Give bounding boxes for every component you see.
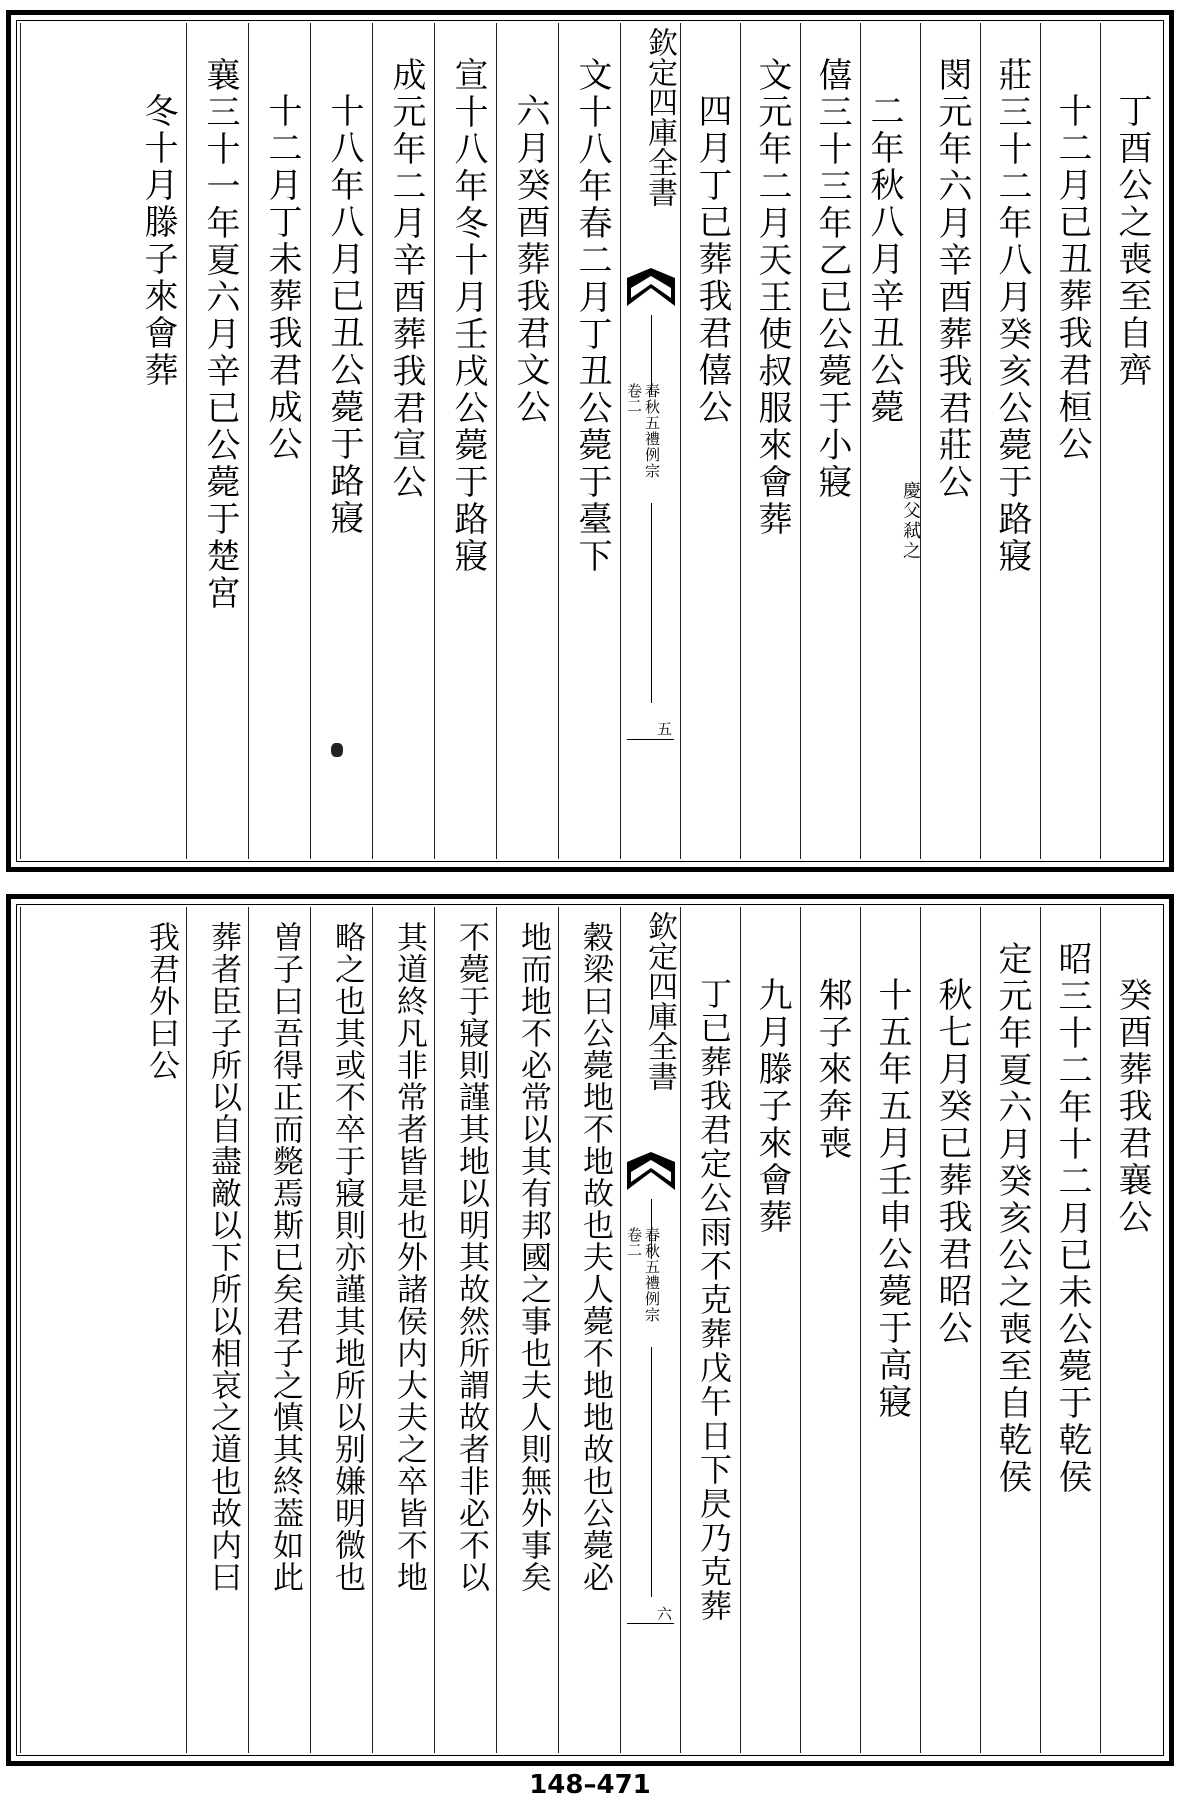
bottom-col-14 (248, 907, 310, 1753)
text-column: 文元年二月天王使叔服來會葬 (752, 57, 792, 538)
top-col-4 (920, 23, 980, 859)
text-column: 地而地不必常以其有邦國之事也夫人則無外事矣 (515, 921, 551, 1593)
bottom-center-banner (620, 907, 680, 1753)
bottom-page (6, 894, 1174, 1766)
banner-page-number: 六 (656, 1605, 672, 1623)
top-col-7 (740, 23, 800, 859)
banner-book-title: 春秋五禮例宗 (643, 383, 661, 479)
top-col-2 (1040, 23, 1100, 859)
top-page (6, 10, 1174, 872)
text-column: 其道終凡非常者皆是也外諸侯内大夫之卒皆不地 (391, 921, 427, 1593)
bottom-col-12 (372, 907, 434, 1753)
text-column: 冬十月滕子來會葬 (138, 93, 178, 389)
top-col-3 (980, 23, 1040, 859)
text-column: 丁酉公之喪至自齊 (1112, 93, 1152, 389)
bottom-col-7 (740, 907, 800, 1753)
banner-rule (651, 503, 652, 703)
bottom-col-11 (434, 907, 496, 1753)
text-column: 襄三十一年夏六月辛已公薨于楚宮 (200, 57, 240, 612)
top-col-15 (186, 23, 248, 859)
top-col-14 (248, 23, 310, 859)
text-column: 六月癸酉葬我君文公 (510, 93, 550, 426)
text-column: 四月丁已葬我君僖公 (692, 93, 732, 426)
text-column: 癸酉葬我君襄公 (1112, 977, 1152, 1236)
top-col-10 (496, 23, 558, 859)
ink-spot (331, 743, 343, 757)
text-column: 莊三十二年八月癸亥公薨于路寢 (992, 57, 1032, 575)
text-column: 秋七月癸已葬我君昭公 (932, 977, 972, 1347)
top-col-6 (800, 23, 860, 859)
banner-page-number: 五 (656, 720, 672, 738)
text-column: 十八年八月已丑公薨于路寢 (324, 93, 364, 537)
banner-hr (627, 739, 674, 740)
text-column: 昭三十二年十二月已未公薨于乾侯 (1052, 941, 1092, 1496)
fish-tail-mark-icon (627, 268, 675, 308)
bottom-col-8 (680, 907, 740, 1753)
banner-title: 欽定四庫全書 (642, 27, 677, 207)
text-column: 曽子曰吾得正而斃焉斯已矣君子之慎其終葢如此 (267, 921, 303, 1593)
top-col-1 (1100, 23, 1160, 859)
bottom-col-6 (800, 907, 860, 1753)
bottom-col-13 (310, 907, 372, 1753)
banner-book-title: 春秋五禮例宗 (643, 1227, 661, 1323)
top-center-banner (620, 23, 680, 859)
banner-title: 欽定四庫全書 (642, 911, 677, 1091)
text-column: 邾子來奔喪 (812, 977, 852, 1162)
bottom-col-2 (1040, 907, 1100, 1753)
top-col-11 (434, 23, 496, 859)
bottom-col-3 (980, 907, 1040, 1753)
bottom-col-10 (496, 907, 558, 1753)
top-col-12 (372, 23, 434, 859)
bottom-col-1 (1100, 907, 1160, 1753)
top-col-16 (20, 23, 186, 859)
bottom-col-4 (920, 907, 980, 1753)
text-column: 九月滕子來會葬 (752, 977, 792, 1236)
top-col-5 (860, 23, 920, 859)
top-col-9 (558, 23, 620, 859)
text-column: 閔元年六月辛酉葬我君莊公 (932, 57, 972, 501)
text-column: 宣十八年冬十月壬戌公薨于路寢 (448, 57, 488, 575)
banner-volume: 卷二 (625, 383, 643, 413)
text-column: 不薨于寢則謹其地以明其故然所謂故者非必不以 (453, 921, 489, 1593)
fish-tail-mark-icon (627, 1152, 675, 1192)
bottom-col-5 (860, 907, 920, 1753)
top-column-grid (20, 23, 1160, 859)
banner-rule (651, 1347, 652, 1597)
text-column: 文十八年春二月丁丑公薨于臺下 (572, 57, 612, 575)
page-number-footer: 148–471 (529, 1770, 651, 1800)
banner-hr (627, 1623, 674, 1624)
bottom-col-16 (20, 907, 186, 1753)
text-column: 葬者臣子所以自盡敵以下所以相哀之道也故内曰 (205, 921, 241, 1593)
bottom-column-grid (20, 907, 1160, 1753)
banner-volume: 卷二 (625, 1227, 643, 1257)
text-column: 略之也其或不卒于寢則亦謹其地所以别嫌明微也 (329, 921, 365, 1593)
bottom-col-15 (186, 907, 248, 1753)
text-column: 我君外曰公 (143, 921, 179, 1081)
text-column: 定元年夏六月癸亥公之喪至自乾侯 (992, 941, 1032, 1496)
text-column: 二年秋八月辛丑公薨 (864, 93, 904, 426)
top-col-13 (310, 23, 372, 859)
text-column: 十五年五月壬申公薨于高寢 (872, 977, 912, 1421)
bottom-col-9 (558, 907, 620, 1753)
top-col-8 (680, 23, 740, 859)
text-column: 成元年二月辛酉葬我君宣公 (386, 57, 426, 501)
text-column: 十二月丁未葬我君成公 (262, 93, 302, 463)
text-column: 十二月已丑葬我君桓公 (1052, 93, 1092, 463)
text-column: 僖三十三年乙已公薨于小寢 (812, 57, 852, 501)
text-column: 丁已葬我君定公雨不克葬戊午日下昃乃克葬 (695, 977, 733, 1623)
annotation-note: 慶父弒之 (900, 481, 921, 561)
text-column: 穀梁曰公薨地不地故也夫人薨不地地故也公薨必 (577, 921, 613, 1593)
